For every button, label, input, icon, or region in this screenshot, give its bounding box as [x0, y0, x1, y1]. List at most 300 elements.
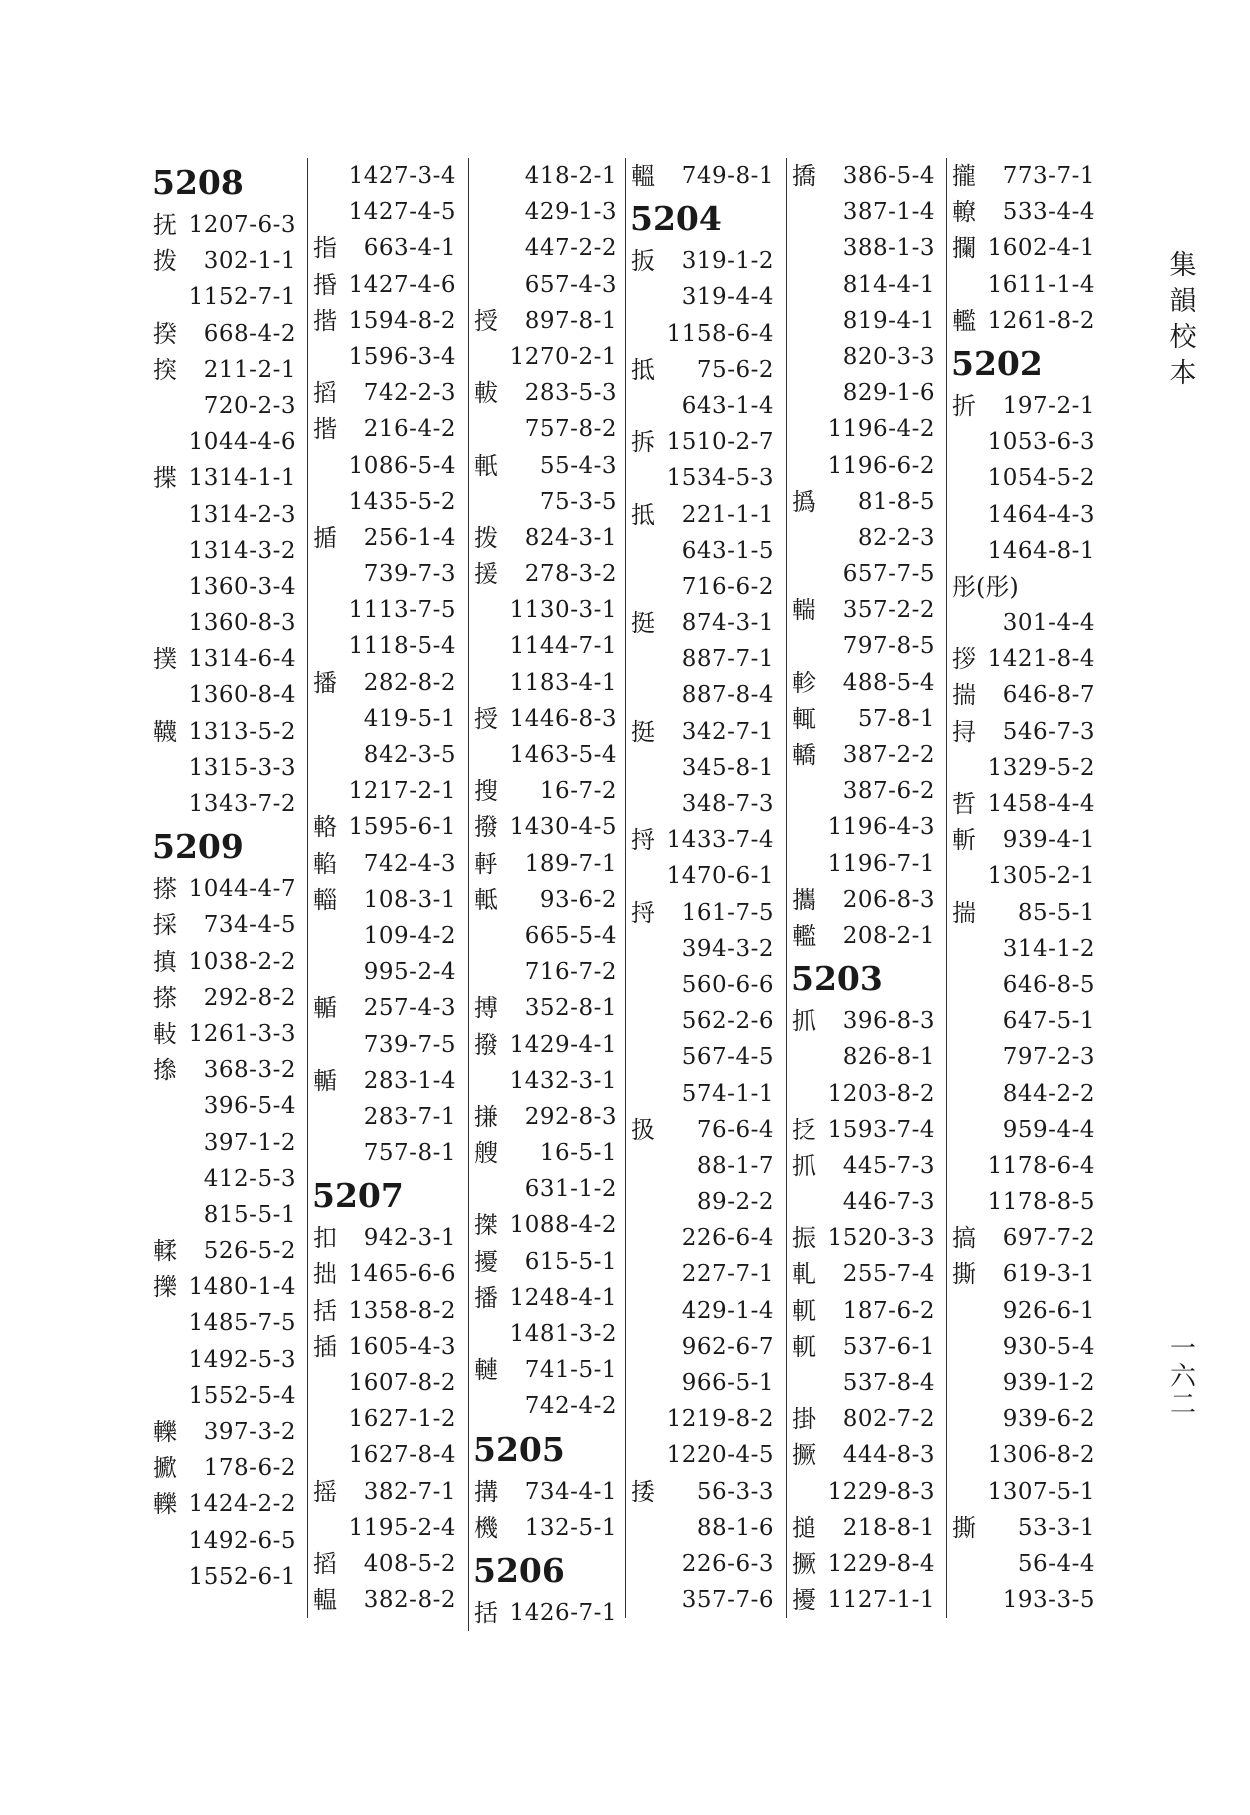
headword-character: 艘	[474, 1139, 498, 1168]
headword-character: 輡	[313, 849, 337, 878]
page-reference: 352-8-1	[524, 995, 617, 1022]
page-reference: 227-7-1	[681, 1261, 774, 1288]
headword-character: 彤(彤)	[952, 572, 1019, 601]
headword-character: 轎	[792, 741, 816, 769]
index-entry	[469, 303, 621, 339]
headword-character: 撅	[792, 1441, 816, 1470]
index-entry	[626, 1474, 778, 1510]
index-entry	[626, 1293, 778, 1329]
index-entry	[947, 267, 1099, 303]
index-entry	[148, 1342, 300, 1378]
index-entry	[947, 230, 1099, 266]
page-reference: 419-5-1	[363, 705, 456, 732]
index-entry	[947, 1039, 1099, 1075]
index-entry	[787, 1039, 939, 1075]
index-entry	[626, 1003, 778, 1039]
index-entry	[787, 628, 939, 664]
page-reference: 942-3-1	[363, 1225, 456, 1252]
page-reference: 1038-2-2	[188, 948, 296, 975]
index-column	[786, 158, 939, 1618]
page-reference: 1220-4-5	[666, 1442, 774, 1469]
page-reference: 132-5-1	[524, 1514, 617, 1541]
page-reference: 1305-2-1	[987, 863, 1095, 890]
headword-character: 輴	[313, 1066, 337, 1095]
index-entry	[308, 773, 460, 809]
headword-character: 軧	[474, 885, 498, 914]
index-entry	[626, 279, 778, 315]
headword-character: 斬	[952, 826, 976, 855]
index-entry	[947, 1184, 1099, 1220]
page-reference: 647-5-1	[1002, 1008, 1095, 1035]
index-entry	[787, 1148, 939, 1184]
index-entry	[626, 1437, 778, 1473]
page-reference: 757-8-2	[524, 416, 617, 443]
page-reference: 939-1-2	[1002, 1370, 1095, 1396]
headword-character: 抓	[792, 1007, 816, 1036]
page-reference: 314-1-2	[1002, 935, 1095, 962]
headword-character: 拨	[474, 523, 498, 552]
index-entry	[469, 520, 621, 556]
page-reference: 76-6-4	[696, 1116, 774, 1143]
headword-character: 輒	[792, 704, 816, 733]
headword-character: 軝	[474, 451, 498, 480]
page-reference: 206-8-3	[842, 886, 935, 913]
index-entry	[308, 1220, 460, 1256]
page-reference: 283-1-4	[363, 1067, 456, 1094]
index-entry	[787, 1401, 939, 1437]
page-reference: 1427-4-5	[348, 199, 456, 226]
index-entry	[308, 194, 460, 230]
index-entry	[787, 1184, 939, 1220]
page-reference: 1196-4-2	[827, 416, 935, 443]
page-reference: 56-3-3	[696, 1478, 774, 1505]
index-entry	[787, 882, 939, 918]
index-entry	[626, 1148, 778, 1184]
index-entry	[947, 1148, 1099, 1184]
index-entry	[308, 339, 460, 375]
index-entry	[308, 1474, 460, 1510]
page-reference: 1152-7-1	[188, 284, 296, 311]
index-entry	[148, 750, 300, 786]
page-reference: 1552-6-1	[188, 1563, 296, 1590]
index-entry	[947, 677, 1099, 713]
index-entry	[626, 931, 778, 967]
section-heading: 5206	[473, 1550, 565, 1590]
page-reference: 1229-8-4	[827, 1550, 935, 1577]
page-reference: 418-2-1	[524, 163, 617, 189]
index-entry	[626, 497, 778, 533]
headword-character: 軙	[153, 1019, 177, 1048]
headword-character: 拆	[631, 428, 655, 457]
index-entry	[787, 809, 939, 845]
headword-character: 轑	[952, 198, 976, 227]
index-entry	[308, 1063, 460, 1099]
index-entry	[787, 846, 939, 882]
index-entry	[947, 194, 1099, 230]
headword-character: 搯	[313, 1549, 337, 1578]
headword-character: 轀	[631, 162, 655, 190]
headword-character: 揬	[153, 355, 177, 384]
headword-character: 播	[474, 1283, 498, 1312]
index-entry	[626, 1220, 778, 1256]
headword-character: 輅	[313, 813, 337, 842]
page-reference: 189-7-1	[524, 850, 617, 877]
page-reference: 1627-1-2	[348, 1406, 456, 1433]
page-reference: 1314-1-1	[188, 465, 296, 492]
headword-character: 輮	[153, 1237, 177, 1266]
page-reference: 1196-6-2	[827, 452, 935, 479]
index-entry	[947, 1365, 1099, 1401]
headword-character: 抚	[153, 211, 177, 239]
page-reference: 742-4-3	[363, 850, 456, 877]
index-entry	[308, 882, 460, 918]
index-entry	[626, 316, 778, 352]
index-entry	[787, 339, 939, 375]
index-entry	[626, 569, 778, 605]
page-reference: 939-4-1	[1002, 827, 1095, 854]
index-entry	[787, 1546, 939, 1582]
page-reference: 1314-2-3	[188, 501, 296, 528]
headword-character: 扣	[313, 1224, 337, 1253]
index-entry	[148, 207, 300, 243]
page-reference: 1270-2-1	[509, 343, 617, 370]
headword-character: 軏	[792, 1296, 816, 1325]
index-entry	[469, 230, 621, 266]
page-reference: 412-5-3	[203, 1165, 296, 1192]
page-reference: 1433-7-4	[666, 827, 774, 854]
index-entry	[626, 243, 778, 279]
page-reference: 429-1-4	[681, 1297, 774, 1324]
index-entry	[787, 520, 939, 556]
page-reference: 387-2-2	[842, 742, 935, 768]
page-reference: 1424-2-2	[188, 1491, 296, 1518]
index-entry	[947, 1293, 1099, 1329]
headword-character: 撥	[474, 1030, 498, 1059]
page-reference: 1314-6-4	[188, 646, 296, 673]
index-entry	[469, 592, 621, 628]
page-reference: 697-7-2	[1002, 1225, 1095, 1252]
index-entry	[308, 918, 460, 954]
headword-character: 攜	[792, 885, 816, 914]
page-reference: 226-6-3	[681, 1550, 774, 1577]
page-reference: 1463-5-4	[509, 742, 617, 768]
index-entry	[469, 375, 621, 411]
index-entry	[469, 556, 621, 592]
index-entry	[148, 497, 300, 533]
page-reference: 1485-7-5	[188, 1310, 296, 1337]
page-reference: 773-7-1	[1002, 163, 1095, 189]
page-reference: 368-3-2	[203, 1057, 296, 1084]
index-entry	[148, 1197, 300, 1233]
page-reference: 615-5-1	[524, 1248, 617, 1275]
index-entry	[308, 954, 460, 990]
headword-character: 攔	[952, 234, 976, 263]
page-reference: 1458-4-4	[987, 791, 1095, 817]
page-reference: 1481-3-2	[509, 1321, 617, 1347]
page-reference: 16-5-1	[539, 1140, 617, 1167]
page-reference: 1118-5-4	[348, 633, 456, 660]
index-entry	[469, 267, 621, 303]
index-entry	[148, 1088, 300, 1124]
index-entry	[469, 990, 621, 1026]
page-reference: 657-4-3	[524, 271, 617, 298]
page-reference: 1261-3-3	[188, 1020, 296, 1047]
index-entry	[626, 750, 778, 786]
headword-character: 括	[474, 1598, 498, 1627]
page-reference: 887-8-4	[681, 682, 774, 709]
index-entry	[469, 1388, 621, 1424]
index-entry	[148, 641, 300, 677]
page-reference: 1195-2-4	[348, 1514, 456, 1541]
page-reference: 663-4-1	[363, 235, 456, 262]
headword-character: 搞	[952, 1224, 976, 1253]
headword-character: 軷	[474, 379, 498, 408]
headword-character: 揆	[153, 319, 177, 348]
page-reference: 643-1-5	[681, 537, 774, 564]
index-column	[946, 158, 1099, 1618]
headword-character: 軤	[474, 849, 498, 878]
headword-character: 撲	[153, 645, 177, 674]
page-reference: 75-3-5	[539, 488, 617, 515]
index-entry	[308, 1510, 460, 1546]
index-entry	[308, 267, 460, 303]
index-entry	[308, 1293, 460, 1329]
page-reference: 16-7-2	[539, 778, 617, 805]
page-reference: 187-6-2	[842, 1297, 935, 1324]
page-reference: 193-3-5	[1002, 1587, 1095, 1614]
page-reference: 716-6-2	[681, 573, 774, 600]
page-reference: 643-1-4	[681, 392, 774, 419]
page-reference: 1307-5-1	[987, 1478, 1095, 1505]
page-reference: 1144-7-1	[509, 633, 617, 660]
index-entry	[626, 533, 778, 569]
page-reference: 844-2-2	[1002, 1080, 1095, 1107]
index-entry	[308, 1365, 460, 1401]
index-entry	[947, 714, 1099, 750]
headword-character: 捪	[313, 270, 337, 299]
page-reference: 1306-8-2	[987, 1442, 1095, 1469]
page-reference: 292-8-2	[203, 984, 296, 1011]
index-entry	[469, 846, 621, 882]
index-entry	[148, 424, 300, 460]
index-entry	[308, 484, 460, 520]
index-entry	[469, 1135, 621, 1171]
index-entry	[947, 1112, 1099, 1148]
index-entry	[308, 1582, 460, 1618]
page-reference: 255-7-4	[842, 1261, 935, 1288]
headword-character: 擽	[153, 1273, 177, 1302]
page-reference: 1427-4-6	[348, 271, 456, 298]
page-reference: 966-5-1	[681, 1370, 774, 1396]
headword-character: 搜	[474, 777, 498, 806]
index-entry	[787, 1003, 939, 1039]
index-entry	[148, 1161, 300, 1197]
page-reference: 382-8-2	[363, 1587, 456, 1614]
page-reference: 874-3-1	[681, 610, 774, 637]
page-reference: 1464-4-3	[987, 501, 1095, 528]
index-entry	[308, 158, 460, 194]
page-reference: 646-8-7	[1002, 682, 1095, 709]
page-reference: 397-1-2	[203, 1129, 296, 1156]
page-reference: 1421-8-4	[987, 646, 1095, 673]
index-entry	[626, 424, 778, 460]
index-entry	[947, 822, 1099, 858]
index-entry	[148, 388, 300, 424]
index-entry	[308, 448, 460, 484]
index-entry	[626, 858, 778, 894]
headword-character: 轋	[474, 1356, 498, 1385]
page-reference: 574-1-1	[681, 1080, 774, 1107]
page-reference: 897-8-1	[524, 307, 617, 334]
page-reference: 283-5-3	[524, 380, 617, 407]
headword-character: 搏	[474, 994, 498, 1023]
page-reference: 226-6-4	[681, 1225, 774, 1252]
index-entry	[947, 388, 1099, 424]
index-entry	[308, 520, 460, 556]
index-entry	[148, 786, 300, 822]
headword-character: 搷	[153, 947, 177, 976]
section-heading: 5203	[791, 959, 883, 999]
index-entry	[469, 484, 621, 520]
headword-character: 撡	[153, 1056, 177, 1085]
page-reference: 88-1-7	[696, 1152, 774, 1179]
page-reference: 1520-3-3	[827, 1225, 935, 1252]
index-entry	[787, 1076, 939, 1112]
page-reference: 178-6-2	[203, 1455, 296, 1482]
index-entry	[787, 1293, 939, 1329]
index-entry	[626, 1112, 778, 1148]
headword-character: 擨	[153, 1454, 177, 1483]
section-heading: 5207	[312, 1176, 404, 1216]
index-entry	[469, 737, 621, 773]
index-entry	[947, 1076, 1099, 1112]
index-entry	[947, 931, 1099, 967]
headword-character: 授	[474, 704, 498, 733]
index-entry	[308, 628, 460, 664]
index-entry	[148, 1233, 300, 1269]
index-entry	[469, 1352, 621, 1388]
page-reference: 1605-4-3	[348, 1333, 456, 1360]
page-reference: 742-2-3	[363, 380, 456, 407]
page-reference: 829-1-6	[842, 380, 935, 407]
section-heading: 5209	[152, 827, 244, 867]
index-entry	[787, 1329, 939, 1365]
index-entry	[469, 1280, 621, 1316]
index-entry	[469, 194, 621, 230]
page-reference: 1217-2-1	[348, 778, 456, 805]
headword-character: 撝	[792, 487, 816, 516]
headword-character: 搩	[474, 1211, 498, 1240]
headword-character: 抵	[631, 500, 655, 529]
page-reference: 995-2-4	[363, 959, 456, 986]
page-reference: 357-7-6	[681, 1587, 774, 1614]
page-reference: 488-5-4	[842, 669, 935, 696]
page-reference: 826-8-1	[842, 1044, 935, 1071]
headword-character: 哲	[952, 790, 976, 818]
headword-character: 挦	[952, 717, 976, 746]
page-reference: 1053-6-3	[987, 429, 1095, 456]
page-reference: 1435-5-2	[348, 488, 456, 515]
index-entry	[148, 1125, 300, 1161]
headword-character: 撅	[792, 1549, 816, 1578]
page-reference: 1314-3-2	[188, 537, 296, 564]
headword-character: 軋	[792, 1260, 816, 1289]
page-reference: 1426-7-1	[509, 1599, 617, 1626]
index-entry	[787, 1365, 939, 1401]
index-entry	[148, 243, 300, 279]
headword-character: 搯	[313, 379, 337, 408]
index-entry	[947, 967, 1099, 1003]
index-entry	[626, 786, 778, 822]
page-reference: 1054-5-2	[987, 465, 1095, 492]
index-entry	[148, 1414, 300, 1450]
page-reference: 797-2-3	[1002, 1044, 1095, 1071]
index-entry	[787, 375, 939, 411]
page-reference: 1593-7-4	[827, 1116, 935, 1143]
index-entry	[308, 556, 460, 592]
page-reference: 619-3-1	[1002, 1261, 1095, 1288]
headword-character: 撟	[792, 162, 816, 190]
index-entry	[148, 279, 300, 315]
index-entry	[469, 1510, 621, 1546]
headword-character: 攏	[952, 162, 976, 190]
headword-character: 轢	[153, 1490, 177, 1519]
page-reference: 302-1-1	[203, 248, 296, 275]
index-entry	[626, 1039, 778, 1075]
page-reference: 1127-1-1	[827, 1587, 935, 1614]
index-entry	[148, 1016, 300, 1052]
index-entry	[308, 846, 460, 882]
page-reference: 161-7-5	[681, 899, 774, 926]
index-column	[468, 158, 621, 1631]
index-entry	[626, 1329, 778, 1365]
index-entry	[308, 1546, 460, 1582]
headword-character: 揲	[153, 464, 177, 493]
index-entry	[469, 1027, 621, 1063]
page-reference: 716-7-2	[524, 959, 617, 986]
page-reference: 283-7-1	[363, 1103, 456, 1130]
headword-character: 機	[474, 1513, 498, 1542]
index-entry	[626, 967, 778, 1003]
page-reference: 109-4-2	[363, 922, 456, 949]
page-reference: 1510-2-7	[666, 429, 774, 456]
index-entry	[626, 895, 778, 931]
page-reference: 819-4-1	[842, 307, 935, 334]
index-column	[148, 158, 300, 1595]
page-reference: 567-4-5	[681, 1044, 774, 1071]
page-reference: 720-2-3	[203, 392, 296, 419]
index-entry	[626, 605, 778, 641]
page-reference: 75-6-2	[696, 356, 774, 383]
index-entry	[148, 944, 300, 980]
index-entry	[787, 448, 939, 484]
index-entry	[787, 194, 939, 230]
index-entry	[947, 1256, 1099, 1292]
headword-character: 拨	[153, 247, 177, 276]
index-entry	[626, 460, 778, 496]
index-entry	[947, 424, 1099, 460]
headword-character: 軫	[792, 668, 816, 697]
index-entry	[626, 1256, 778, 1292]
index-entry	[947, 1582, 1099, 1618]
page-reference: 962-6-7	[681, 1333, 774, 1360]
index-entry	[626, 1546, 778, 1582]
index-entry	[947, 1003, 1099, 1039]
page-reference: 82-2-3	[857, 524, 935, 551]
index-entry	[308, 809, 460, 845]
page-reference: 216-4-2	[363, 416, 456, 443]
page-reference: 657-7-5	[842, 561, 935, 588]
